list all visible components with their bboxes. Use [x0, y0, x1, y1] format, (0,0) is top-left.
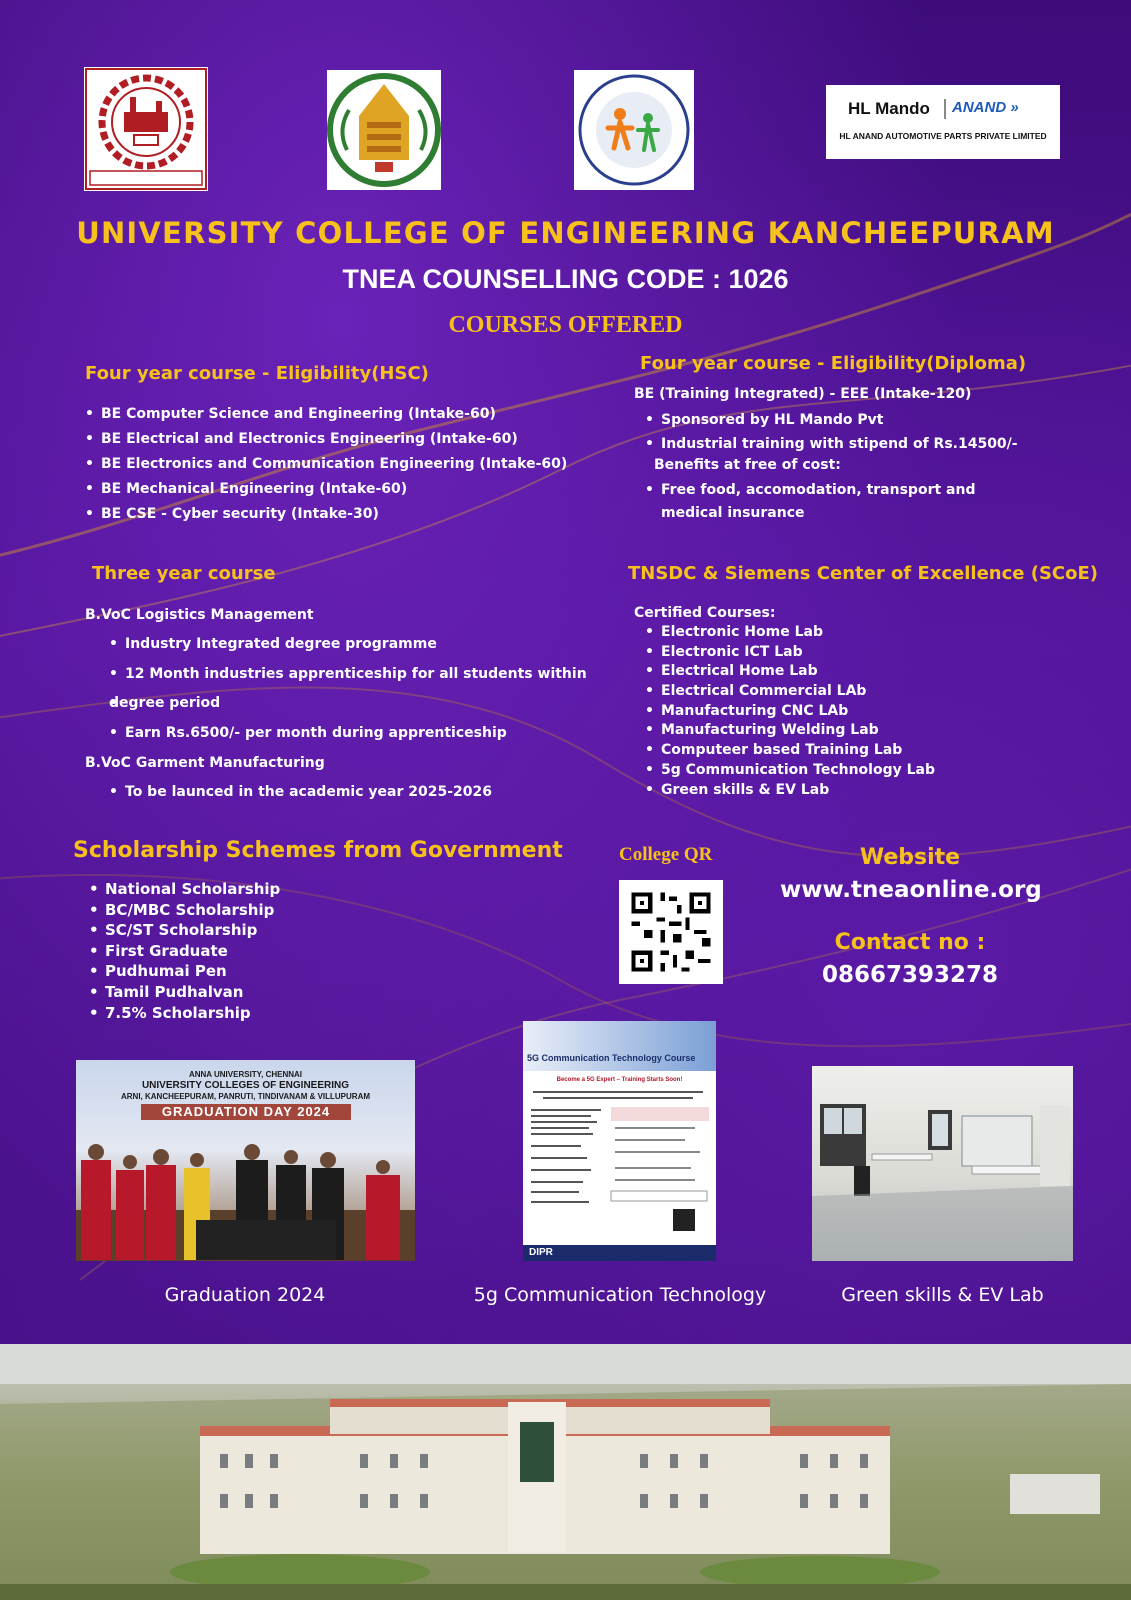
list-item: • SC/ST Scholarship — [89, 920, 280, 941]
fiveg-caption: 5g Communication Technology — [473, 1284, 767, 1306]
qr-code-icon — [619, 880, 723, 984]
list-item: • Electronic Home Lab — [645, 623, 935, 643]
flyer-header — [523, 1021, 716, 1071]
dipr-label: DIPR — [529, 1247, 553, 1258]
coe-course-list — [645, 623, 935, 800]
list-item: • National Scholarship — [89, 879, 280, 900]
list-item-continuation: degree period — [109, 695, 221, 711]
list-item: • Earn Rs.6500/- per month during apprenticeship — [109, 719, 587, 749]
benefits-label: Benefits at free of cost: — [654, 457, 841, 473]
hsc-heading: Four year course - Eligibility(HSC) — [85, 363, 429, 384]
bvoc-logistics-list — [109, 630, 587, 748]
lab-illustration — [812, 1066, 1073, 1261]
graduation-line2: UNIVERSITY COLLEGES OF ENGINEERING — [141, 1080, 350, 1091]
benefits-list — [645, 479, 1035, 525]
list-item: • Industrial training with stipend of Rs.14500/- — [645, 433, 1045, 457]
list-item: • Manufacturing Welding Lab — [645, 721, 935, 741]
list-item: • Free food, accomodation, transport and medical insurance — [645, 479, 1035, 525]
tnsdc-logo — [574, 70, 694, 190]
college-title: UNIVERSITY COLLEGE OF ENGINEERING KANCHEEPURAM — [76, 216, 1055, 250]
list-item: • Electrical Commercial LAb — [645, 682, 935, 702]
anand-brand-text: ANAND — [952, 99, 1007, 116]
diploma-course: BE (Training Integrated) - EEE (Intake-120) — [634, 386, 972, 402]
graduation-line3: ARNI, KANCHEEPURAM, PANRUTI, TINDIVANAM & VILLUPURAM — [120, 1092, 371, 1101]
tamil-nadu-emblem-logo — [327, 70, 441, 190]
hl-mando-brand: HL Mando — [848, 99, 930, 118]
list-item: • BE Mechanical Engineering (Intake-60) — [85, 477, 567, 502]
graduation-caption: Graduation 2024 — [164, 1284, 326, 1306]
graduation-people-illustration — [76, 1140, 415, 1261]
logo-divider — [944, 99, 946, 119]
three-year-heading: Three year course — [92, 563, 276, 584]
list-item: • Electronic ICT Lab — [645, 643, 935, 663]
list-item: • BE Computer Science and Engineering (Intake-60) — [85, 402, 567, 427]
list-item: • BE Electrical and Electronics Engineering (Intake-60) — [85, 427, 567, 452]
flyer-footer — [523, 1245, 716, 1261]
ev-lab-caption: Green skills & EV Lab — [841, 1284, 1044, 1306]
list-item: • 12 Month industries apprenticeship for all students within — [109, 660, 587, 690]
flyer-title: 5G Communication Technology Course — [527, 1053, 696, 1063]
list-item: • 5g Communication Technology Lab — [645, 761, 935, 781]
graduation-banner: GRADUATION DAY 2024 — [141, 1104, 351, 1120]
list-item: • BC/MBC Scholarship — [89, 900, 280, 921]
graduation-photo — [76, 1060, 415, 1261]
scholarship-heading: Scholarship Schemes from Government — [73, 838, 563, 863]
chevrons-icon: » — [1010, 99, 1019, 116]
coe-heading: TNSDC & Siemens Center of Excellence (SCoE) — [628, 563, 1099, 584]
campus-aerial-photo — [0, 1344, 1131, 1600]
list-item: • Sponsored by HL Mando Pvt — [645, 409, 1045, 433]
campus-illustration — [0, 1344, 1131, 1600]
list-item: • To be launced in the academic year 2025-2026 — [109, 778, 492, 808]
scholarship-list — [89, 879, 280, 1023]
certified-courses-label: Certified Courses: — [634, 605, 776, 621]
list-item: • BE CSE - Cyber security (Intake-30) — [85, 502, 567, 527]
college-qr-label: College QR — [619, 844, 713, 865]
diploma-list — [645, 409, 1045, 456]
list-item: • Electrical Home Lab — [645, 662, 935, 682]
hl-anand-company-name: HL ANAND AUTOMOTIVE PARTS PRIVATE LIMITED — [839, 131, 1047, 141]
graduation-line1: ANNA UNIVERSITY, CHENNAI — [188, 1070, 303, 1079]
website-link[interactable]: www.tneaonline.org — [780, 877, 1042, 903]
list-item: • Tamil Pudhalvan — [89, 982, 280, 1003]
hsc-course-list — [85, 402, 567, 527]
contact-label: Contact no : — [834, 930, 986, 955]
counselling-code: TNEA COUNSELLING CODE : 1026 — [342, 264, 789, 294]
list-item: • Green skills & EV Lab — [645, 781, 935, 801]
bvoc-logistics-course: B.VoC Logistics Management — [85, 607, 314, 623]
website-label: Website — [859, 845, 961, 870]
diploma-heading: Four year course - Eligibility(Diploma) — [640, 353, 1027, 374]
list-item: • BE Electronics and Communication Engineering (Intake-60) — [85, 452, 567, 477]
list-item: • Pudhumai Pen — [89, 961, 280, 982]
anna-university-logo — [84, 67, 208, 191]
list-item: • First Graduate — [89, 941, 280, 962]
list-item: • 7.5% Scholarship — [89, 1003, 280, 1024]
anand-brand — [952, 99, 1019, 116]
contact-phone[interactable]: 08667393278 — [821, 962, 999, 988]
fiveg-course-flyer — [523, 1021, 716, 1261]
flyer-body — [523, 1087, 716, 1237]
hl-mando-anand-logo — [826, 85, 1060, 159]
courses-offered-heading: COURSES OFFERED — [448, 312, 683, 338]
list-item — [109, 689, 587, 719]
bvoc-garment-list — [109, 778, 492, 808]
list-item: • Industry Integrated degree programme — [109, 630, 587, 660]
flyer-tagline: Become a 5G Expert – Training Starts Soon! — [556, 1077, 683, 1083]
list-item: • Manufacturing CNC LAb — [645, 702, 935, 722]
list-item: • Computeer based Training Lab — [645, 741, 935, 761]
college-qr-code[interactable] — [619, 880, 723, 984]
bvoc-garment-course: B.VoC Garment Manufacturing — [85, 755, 325, 771]
ev-lab-photo — [812, 1066, 1073, 1261]
